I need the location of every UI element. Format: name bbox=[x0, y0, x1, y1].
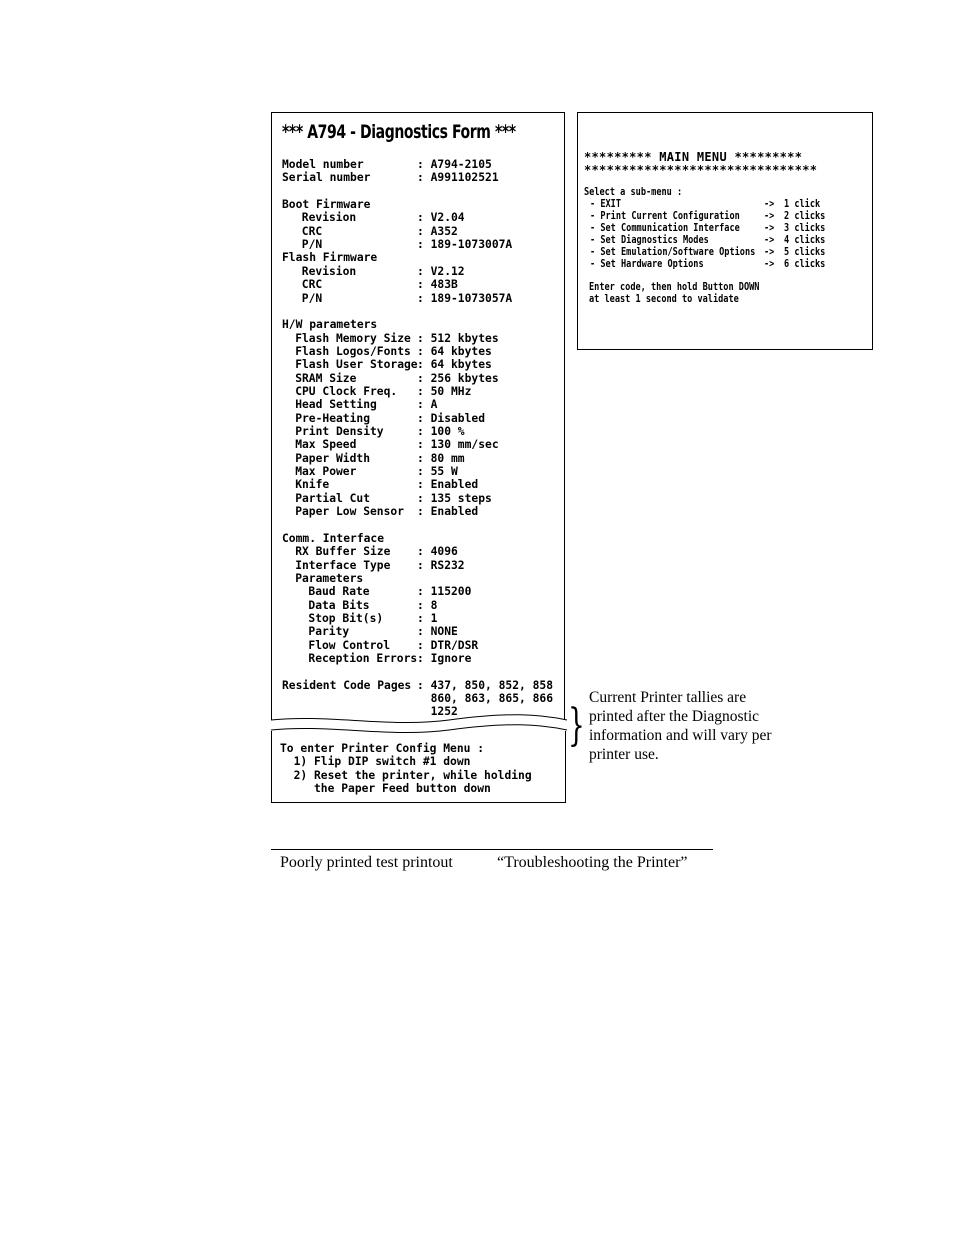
menu-item-arrow: -> bbox=[764, 197, 775, 210]
diagnostics-label: Paper Low Sensor bbox=[295, 505, 405, 519]
diagnostics-value: : A794-2105 bbox=[417, 158, 492, 171]
diagnostics-label: Revision bbox=[301, 264, 357, 278]
diagnostics-label: Knife bbox=[295, 478, 330, 492]
diagnostics-label: Max Power bbox=[295, 465, 357, 479]
diagnostics-label: Flash User Storage bbox=[295, 358, 418, 372]
menu-item-clicks: 2 clicks bbox=[784, 209, 826, 222]
diagnostics-value: : A bbox=[417, 398, 438, 412]
config-line: To enter Printer Config Menu : bbox=[280, 742, 485, 755]
diagnostics-label: Reception Errors bbox=[308, 651, 418, 665]
diagnostics-value: : 256 kbytes bbox=[417, 371, 499, 385]
diagnostics-value: : 437, 850, 852, 858 bbox=[417, 678, 554, 692]
diagnostics-value: : 50 MHz bbox=[417, 384, 472, 398]
tallies-note: Current Printer tallies are printed after the Diagnostic information and will vary per printer use. bbox=[589, 689, 772, 763]
diagnostics-value: : Ignore bbox=[417, 651, 472, 665]
diagnostics-label: Paper Width bbox=[295, 451, 371, 465]
diagnostics-label: P/N bbox=[301, 238, 323, 252]
main-menu-prompt: Select a sub-menu : bbox=[584, 185, 683, 198]
diagnostics-value: : Disabled bbox=[417, 411, 486, 425]
diagnostics-label: RX Buffer Size bbox=[295, 545, 391, 559]
diagnostics-value: : A352 bbox=[417, 224, 458, 238]
diagnostics-value: 860, 863, 865, 866 bbox=[417, 692, 554, 705]
main-menu-footer: Enter code, then hold Button DOWN bbox=[589, 280, 760, 293]
menu-item-arrow: -> bbox=[764, 257, 775, 270]
diagnostics-label: Parameters bbox=[295, 571, 364, 585]
diagnostics-label: Pre-Heating bbox=[295, 411, 371, 425]
menu-item-arrow: -> bbox=[764, 233, 775, 246]
diagnostics-label: H/W parameters bbox=[282, 318, 378, 332]
menu-item-arrow: -> bbox=[764, 221, 775, 234]
diagnostics-label: SRAM Size bbox=[295, 371, 357, 385]
diagnostics-label: CRC bbox=[301, 278, 323, 292]
diagnostics-value: : 189-1073057A bbox=[417, 291, 513, 305]
menu-item-arrow: -> bbox=[764, 209, 775, 222]
footer-divider bbox=[271, 849, 713, 850]
diagnostics-value: : 8 bbox=[417, 598, 438, 612]
diagnostics-value: : 1 bbox=[417, 611, 438, 625]
diagnostics-label: Partial Cut bbox=[295, 491, 371, 505]
diagnostics-label: Serial number bbox=[282, 171, 371, 185]
diagnostics-title: *** A794 - Diagnostics Form *** bbox=[282, 121, 516, 143]
diagnostics-label: CRC bbox=[301, 224, 323, 238]
main-menu-printout bbox=[577, 112, 873, 350]
diagnostics-value: : 483B bbox=[417, 278, 458, 292]
diagnostics-value: : V2.04 bbox=[417, 211, 465, 225]
diagnostics-value: : 64 kbytes bbox=[417, 358, 492, 372]
diagnostics-value: : 80 mm bbox=[417, 451, 465, 465]
diagnostics-label: Max Speed bbox=[295, 438, 357, 452]
menu-item-clicks: 4 clicks bbox=[784, 233, 826, 246]
diagnostics-label: Stop Bit(s) bbox=[308, 611, 384, 625]
menu-item-clicks: 3 clicks bbox=[784, 221, 826, 234]
diagnostics-value: : RS232 bbox=[417, 558, 465, 572]
footer-left-text: Poorly printed test printout bbox=[280, 854, 453, 871]
diagnostics-value: : V2.12 bbox=[417, 264, 465, 278]
diagnostics-label: P/N bbox=[301, 291, 323, 305]
menu-item-clicks: 1 click bbox=[784, 197, 821, 210]
main-menu-header: ********* MAIN MENU ********* bbox=[584, 150, 803, 164]
config-line: 1) Flip DIP switch #1 down bbox=[280, 755, 471, 768]
diagnostics-label: Parity bbox=[308, 625, 350, 639]
diagnostics-form bbox=[271, 112, 565, 720]
diagnostics-value: : DTR/DSR bbox=[417, 638, 479, 652]
menu-item-label: - Print Current Configuration bbox=[590, 209, 740, 222]
diagnostics-value: : A991102521 bbox=[417, 171, 499, 185]
diagnostics-value: 1252 bbox=[417, 705, 458, 719]
diagnostics-label: Flow Control bbox=[308, 638, 391, 652]
config-line: 2) Reset the printer, while holding bbox=[280, 769, 532, 782]
main-menu-stars: ******************************* bbox=[584, 163, 818, 177]
diagnostics-value: : 115200 bbox=[417, 585, 472, 599]
menu-item-clicks: 6 clicks bbox=[784, 257, 826, 270]
diagnostics-value: : 189-1073007A bbox=[417, 238, 513, 252]
diagnostics-label: Revision bbox=[301, 211, 357, 225]
menu-item-arrow: -> bbox=[764, 245, 775, 258]
menu-item-clicks: 5 clicks bbox=[784, 245, 826, 258]
diagnostics-label: Baud Rate bbox=[308, 585, 370, 599]
diagnostics-value: : 100 % bbox=[417, 425, 465, 438]
menu-item-label: - Set Communication Interface bbox=[590, 221, 740, 234]
menu-item-label: - Set Emulation/Software Options bbox=[590, 245, 756, 258]
diagnostics-value: : Enabled bbox=[417, 478, 479, 492]
diagnostics-label: Interface Type bbox=[295, 558, 391, 572]
config-line: the Paper Feed button down bbox=[280, 782, 491, 795]
diagnostics-value: : 130 mm/sec bbox=[417, 438, 499, 452]
diagnostics-label: CPU Clock Freq. bbox=[295, 384, 398, 398]
diagnostics-value: : 135 steps bbox=[417, 491, 492, 505]
diagnostics-label: Comm. Interface bbox=[282, 531, 385, 545]
diagnostics-label: Data Bits bbox=[308, 598, 370, 612]
diagnostics-value: : 4096 bbox=[417, 545, 458, 559]
diagnostics-label: Resident Code Pages bbox=[282, 678, 412, 692]
diagnostics-label: Flash Logos/Fonts bbox=[295, 344, 411, 358]
diagnostics-value: : 55 W bbox=[417, 465, 458, 479]
diagnostics-label: Print Density bbox=[295, 425, 384, 438]
diagnostics-label: Head Setting bbox=[295, 398, 377, 412]
main-menu-footer: at least 1 second to validate bbox=[589, 292, 739, 305]
brace-icon: } bbox=[568, 700, 585, 751]
diagnostics-label: Model number bbox=[282, 158, 364, 171]
diagnostics-value: : 512 kbytes bbox=[417, 331, 499, 345]
config-menu-instructions bbox=[271, 731, 566, 803]
menu-item-label: - Set Hardware Options bbox=[590, 257, 704, 270]
menu-item-label: - EXIT bbox=[590, 197, 622, 210]
diagnostics-value: : 64 kbytes bbox=[417, 344, 492, 358]
diagnostics-value: : NONE bbox=[417, 625, 458, 639]
footer-right-text: “Troubleshooting the Printer” bbox=[497, 854, 688, 871]
diagnostics-label: Flash Memory Size bbox=[295, 331, 411, 345]
diagnostics-label: Boot Firmware bbox=[282, 198, 371, 212]
diagnostics-label: Flash Firmware bbox=[282, 251, 378, 265]
diagnostics-value: : Enabled bbox=[417, 505, 479, 519]
menu-item-label: - Set Diagnostics Modes bbox=[590, 233, 709, 246]
